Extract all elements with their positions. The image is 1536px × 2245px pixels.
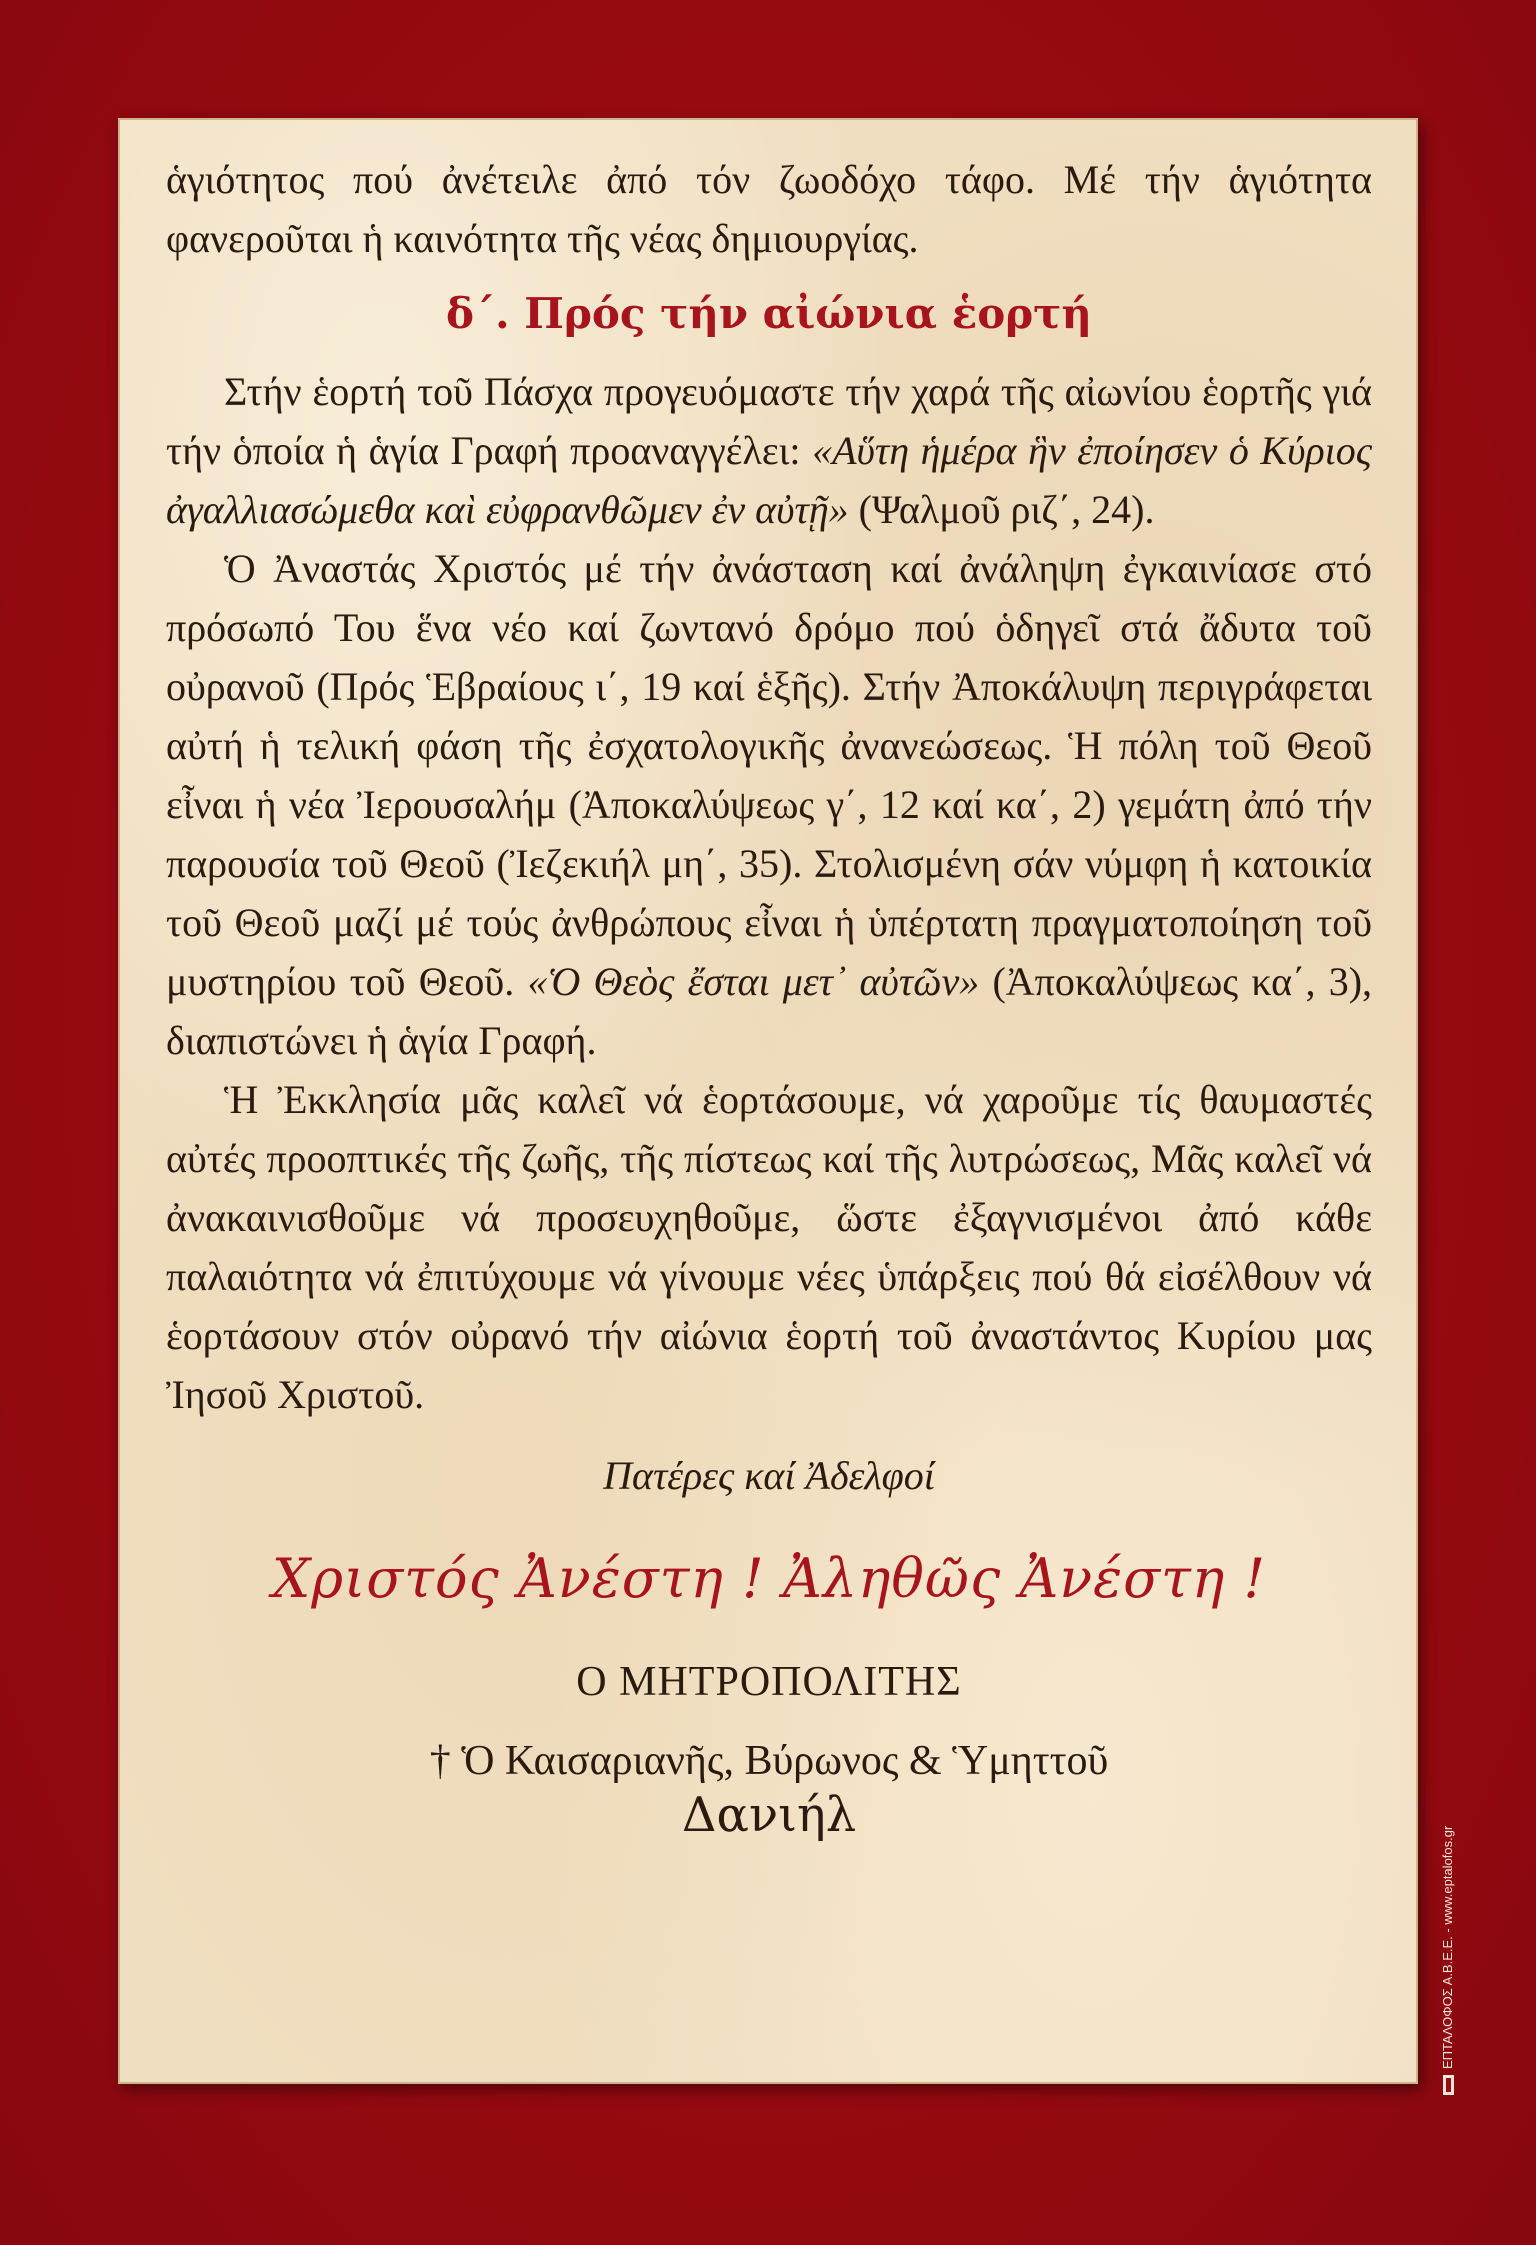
section-heading: δ΄. Πρός τήν αἰώνια ἑορτή — [446, 289, 1092, 338]
psalm-reference: (Ψαλμοῦ ριζ΄, 24). — [848, 487, 1155, 532]
salutation: Πατέρες καί Ἀδελφοί — [603, 1453, 935, 1498]
signature-title: Ο ΜΗΤΡΟΠΟΛΙΤΗΣ — [576, 1659, 962, 1705]
paragraph-text: Στήν ἑορτή τοῦ Πάσχα προγευόμαστε τήν χαρά τῆς αἰωνίου ἑορτῆς γιά τήν ὁποία ἡ ἁγία Γραφή προαναγγέλει: — [166, 369, 1372, 473]
paragraph-risen-christ — [166, 539, 1372, 1070]
revelation-quote: «Ὁ Θεὸς ἔσται μετ᾽ αὐτῶν» — [527, 959, 980, 1004]
intro-paragraph: ἁγιότητος πού ἀνέτειλε ἀπό τόν ζωοδόχο τάφο. Μέ τήν ἁγιότητα φανεροῦται ἡ καινότητα τῆς νέας δημιουργίας. — [166, 157, 1372, 261]
letter-body — [166, 150, 1372, 1844]
paragraph-church-calls: Ἡ Ἐκκλησία μᾶς καλεῖ νά ἑορτάσουμε, νά χαροῦμε τίς θαυμαστές αὐτές προοπτικές τῆς ζωῆς, τῆς πίστεως καί τῆς λυτρώσεως, Μᾶς καλεῖ νά ἀνακαινισθοῦμε νά προσευχηθοῦμε, ὥστε ἐξαγνισμένοι ἀπό κάθε παλαιότητα νά ἐπιτύχουμε νά γίνουμε νέες ὑπάρξεις πού θά εἰσέλθουν νά ἑορτάσουν στόν οὐρανό τήν αἰώνια ἑορτή τοῦ ἀναστάντος Κυρίου μας Ἰησοῦ Χριστοῦ. — [166, 1077, 1372, 1417]
signature-name: Δανιήλ — [681, 1787, 857, 1843]
paragraph-eternal-feast — [166, 362, 1372, 539]
printer-credit-text: ΕΠΤΑΛΟΦΟΣ Α.Β.Ε.Ε. - www.eptalofos.gr — [1440, 1825, 1455, 2069]
printer-logo-icon — [1443, 2075, 1454, 2095]
paragraph-text: Ὁ Ἀναστάς Χριστός μέ τήν ἀνάσταση καί ἀνάληψη ἐγκαινίασε στό πρόσωπό Του ἕνα νέο καί ζωντανό δρόμο πού ὁδηγεῖ στά ἄδυτα τοῦ οὐρανοῦ (Πρός Ἑβραίους ι΄, 19 καί ἑξῆς). Στήν Ἀποκάλυψη περιγράφεται αὐτή ἡ τελική φάση τῆς ἐσχατολογικῆς ἀνανεώσεως. Ἡ πόλη τοῦ Θεοῦ εἶναι ἡ νέα Ἰερουσαλήμ (Ἀποκαλύψεως γ΄, 12 καί κα΄, 2) γεμάτη ἀπό τήν παρουσία τοῦ Θεοῦ (Ἰεζεκιήλ μη΄, 35). Στολισμένη σάν νύμφη ἡ κατοικία τοῦ Θεοῦ μαζί μέ τούς ἀνθρώπους εἶναι ἡ ὑπέρτατη πραγματοποίηση τοῦ μυστηρίου τοῦ Θεοῦ. — [166, 546, 1372, 1004]
revelation-reference: (Ἀποκαλύψεως κα΄, 3), διαπιστώνει ἡ ἁγία Γραφή. — [166, 959, 1373, 1063]
psalm-quote: «Αὕτη ἡμέρα ἣν ἐποίησεν ὁ Κύριος ἀγαλλιασώμεθα καὶ εὐφρανθῶμεν ἐν αὐτῇ» — [166, 428, 1372, 532]
paschal-greeting: Χριστός Ἀνέστη ! Ἀληθῶς Ἀνέστη ! — [271, 1547, 1267, 1610]
signature-see: † Ὁ Καισαριανῆς, Βύρωνος & Ὑμηττοῦ — [429, 1738, 1109, 1784]
printer-credit — [1440, 1826, 1456, 2095]
